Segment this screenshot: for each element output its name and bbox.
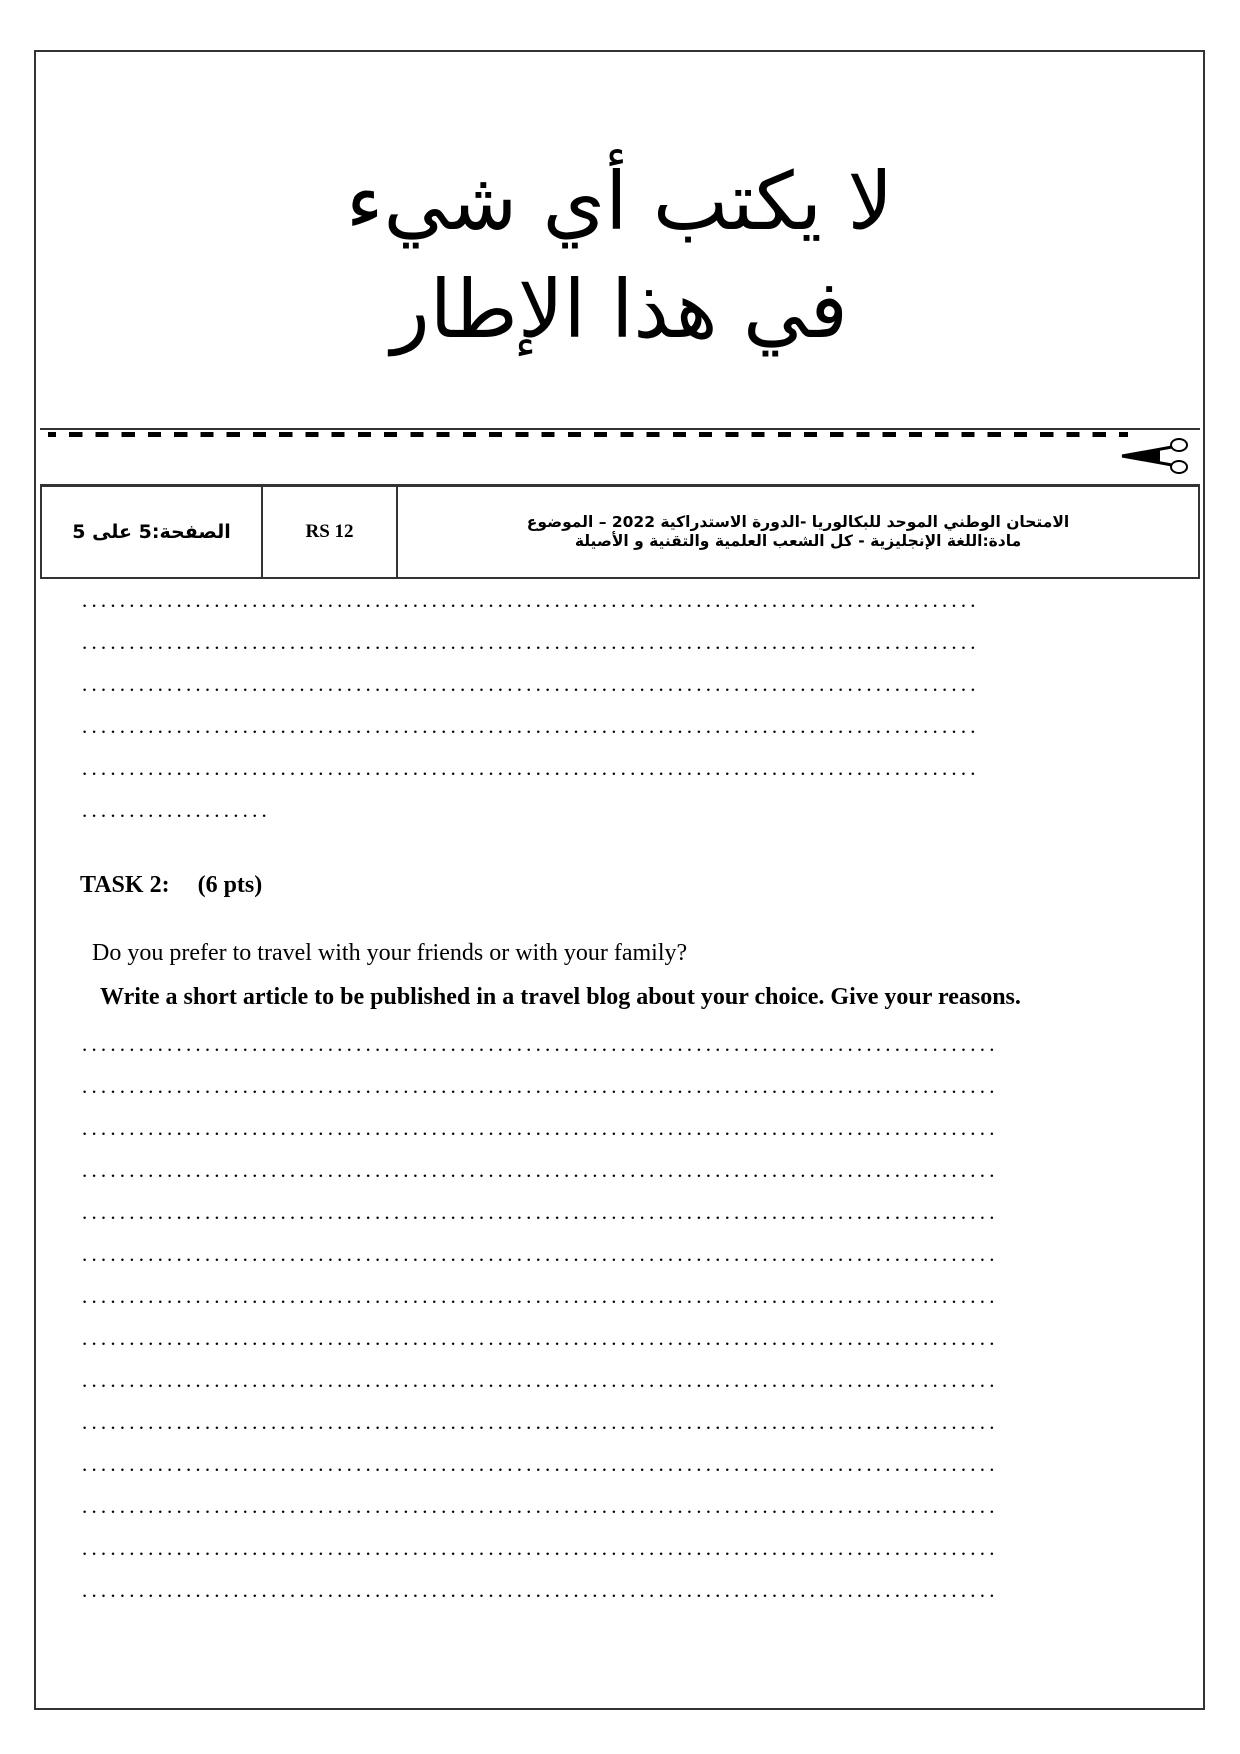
answer-line[interactable]: ............................................................................................... — [82, 630, 980, 654]
task-label: TASK 2: — [80, 872, 170, 898]
task-answer-line[interactable]: ................................................................................................. — [82, 1452, 999, 1476]
answer-line[interactable]: ............................................................................................... — [82, 588, 980, 612]
task-answer-line[interactable]: ................................................................................................. — [82, 1242, 999, 1266]
task-answer-line[interactable]: ................................................................................................. — [82, 1578, 999, 1602]
task-answer-line[interactable]: ................................................................................................. — [82, 1116, 999, 1140]
task-points: (6 pts) — [197, 872, 263, 898]
exam-header — [40, 484, 1200, 579]
task-answer-line[interactable]: ................................................................................................. — [82, 1494, 999, 1518]
page-number: الصفحة:5 على 5 — [41, 485, 262, 578]
task-instruction: Write a short article to be published in a travel blog about your choice. Give your reasons. — [100, 984, 1021, 1010]
answer-line[interactable]: ............................................................................................... — [82, 672, 980, 696]
answer-line[interactable]: ............................................................................................... — [82, 714, 980, 738]
exam-code: RS 12 — [262, 485, 397, 578]
task-answer-line[interactable]: ................................................................................................. — [82, 1326, 999, 1350]
task-answer-line[interactable]: ................................................................................................. — [82, 1200, 999, 1224]
task-answer-line[interactable]: ................................................................................................. — [82, 1536, 999, 1560]
no-write-line-1: لا يكتب أي شيء — [345, 155, 894, 248]
task-answer-line[interactable]: ................................................................................................. — [82, 1368, 999, 1392]
separator-top — [40, 428, 1200, 430]
answer-line-short[interactable]: .................... — [82, 798, 271, 822]
task-answer-line[interactable]: ................................................................................................. — [82, 1074, 999, 1098]
task-answer-line[interactable]: ................................................................................................. — [82, 1032, 999, 1056]
task-question: Do you prefer to travel with your friends or with your family? — [92, 940, 688, 966]
task-answer-line[interactable]: ................................................................................................. — [82, 1158, 999, 1182]
scissors-icon — [1120, 434, 1190, 478]
exam-title-line-2: مادة:اللغة الإنجليزية - كل الشعب العلمية والتقنية و الأصيلة — [574, 531, 1022, 550]
task-answer-line[interactable]: ................................................................................................. — [82, 1284, 999, 1308]
answer-line[interactable]: ............................................................................................... — [82, 756, 980, 780]
exam-title-line-1: الامتحان الوطني الموحد للبكالوريا -الدورة الاستدراكية 2022 – الموضوع — [526, 512, 1070, 531]
cut-line — [48, 432, 1128, 437]
task-answer-line[interactable]: ................................................................................................. — [82, 1410, 999, 1434]
task-heading — [80, 872, 290, 899]
no-write-line-2: في هذا الإطار — [391, 263, 848, 356]
exam-title — [397, 485, 1199, 578]
